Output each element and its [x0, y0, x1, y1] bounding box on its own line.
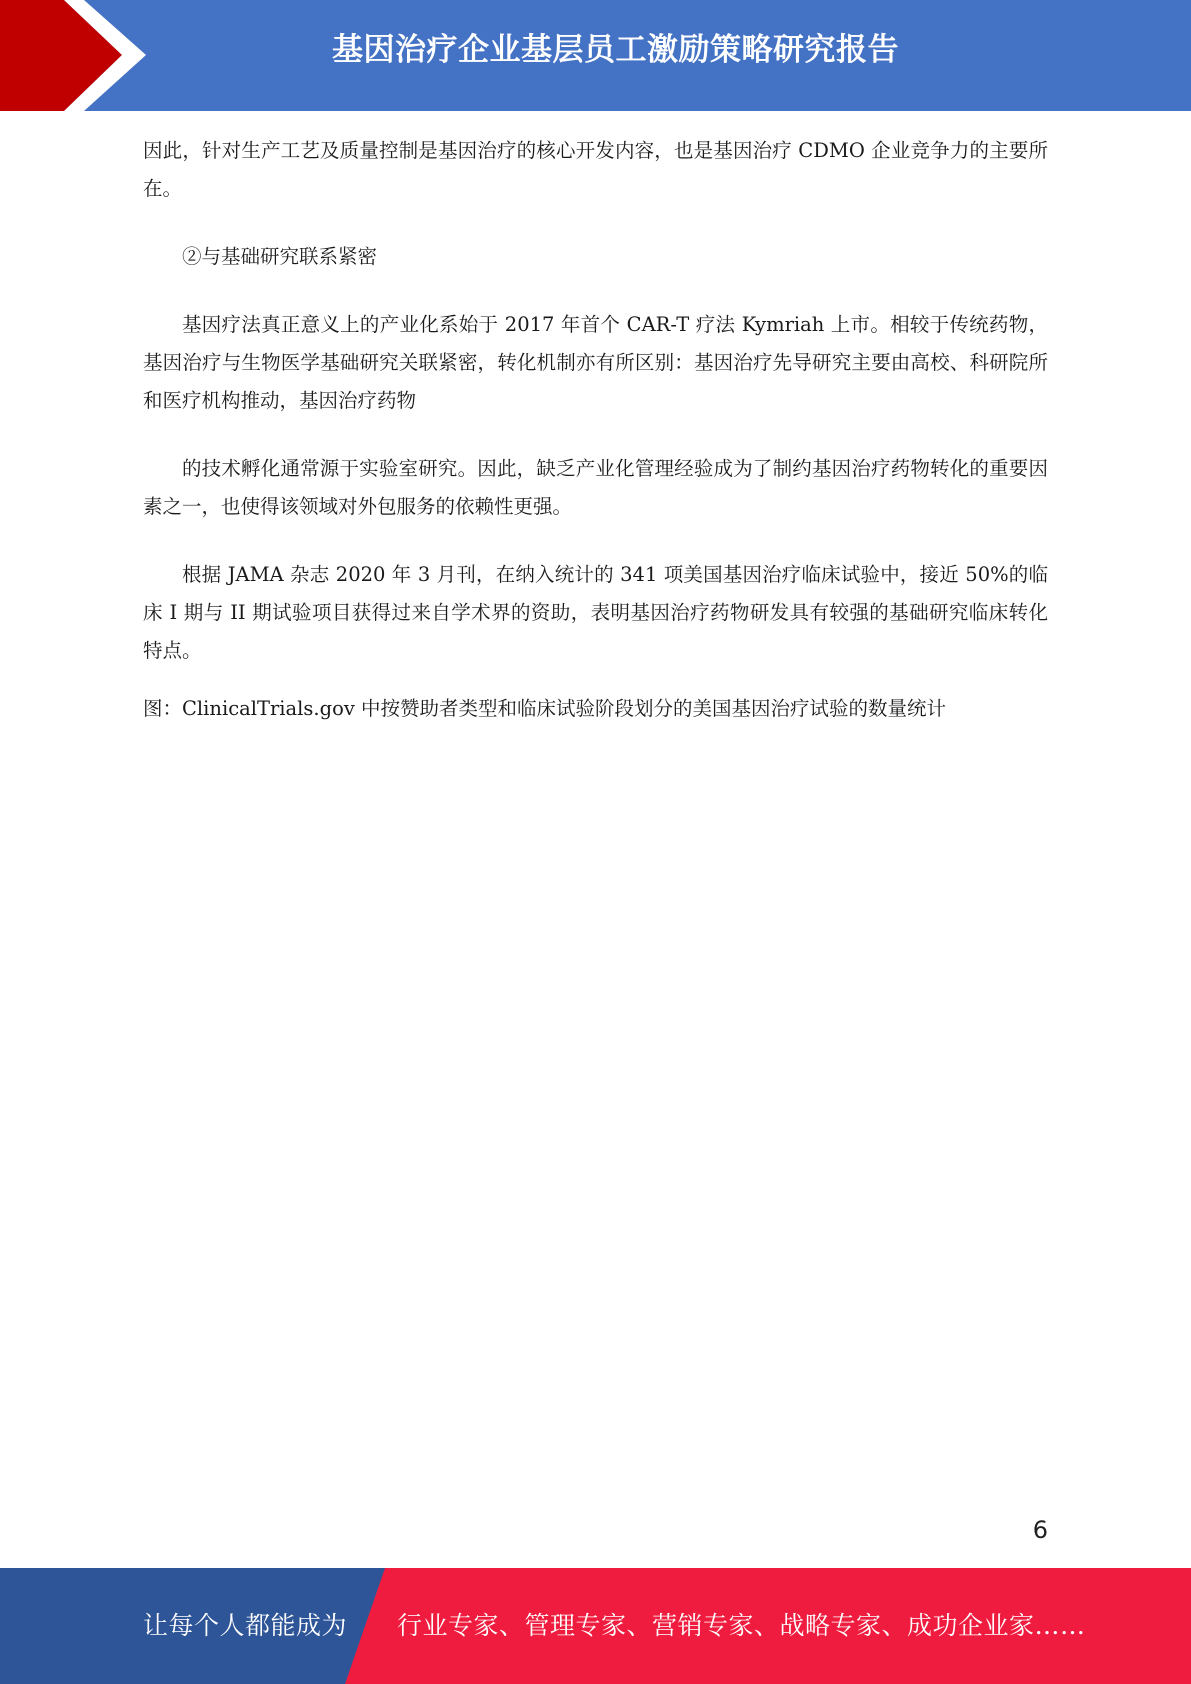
footer-slogan-left: 让每个人都能成为 — [143, 1611, 348, 1640]
figure-caption: 图：ClinicalTrials.gov 中按赞助者类型和临床试验阶段划分的美国基因治疗试验的数量统计 — [143, 697, 947, 720]
header-chevron-decoration — [0, 0, 160, 111]
page-footer — [0, 1568, 1191, 1684]
footer-slogan-right: 行业专家、管理专家、营销专家、战略专家、成功企业家…… — [397, 1611, 1086, 1640]
report-title: 基因治疗企业基层员工激励策略研究报告 — [332, 32, 899, 68]
section-heading-basic-research: ②与基础研究联系紧密 — [182, 245, 378, 268]
paragraph-industrialization: 基因疗法真正意义上的产业化系始于 2017 年首个 CAR-T 疗法 Kymriah 上市。相较于传统药物，基因治疗与生物医学基础研究关联紧密，转化机制亦有所区别：基因治疗先导研究主要由高校、科研院所和医疗机构推动，基因治疗药物 — [143, 313, 1048, 412]
paragraph-technology-incubation: 的技术孵化通常源于实验室研究。因此，缺乏产业化管理经验成为了制约基因治疗药物转化的重要因素之一，也使得该领域对外包服务的依赖性更强。 — [143, 457, 1048, 518]
page-number: 6 — [1032, 1516, 1048, 1544]
page-header — [0, 0, 1191, 111]
paragraph-jama-statistics: 根据 JAMA 杂志 2020 年 3 月刊，在纳入统计的 341 项美国基因治疗临床试验中，接近 50%的临床 I 期与 II 期试验项目获得过来自学术界的资助，表明基因治疗药物研发具有较强的基础研究临床转化特点。 — [143, 563, 1048, 662]
document-body — [143, 132, 1048, 748]
paragraph-production-process: 因此，针对生产工艺及质量控制是基因治疗的核心开发内容，也是基因治疗 CDMO 企业竞争力的主要所在。 — [143, 139, 1048, 200]
